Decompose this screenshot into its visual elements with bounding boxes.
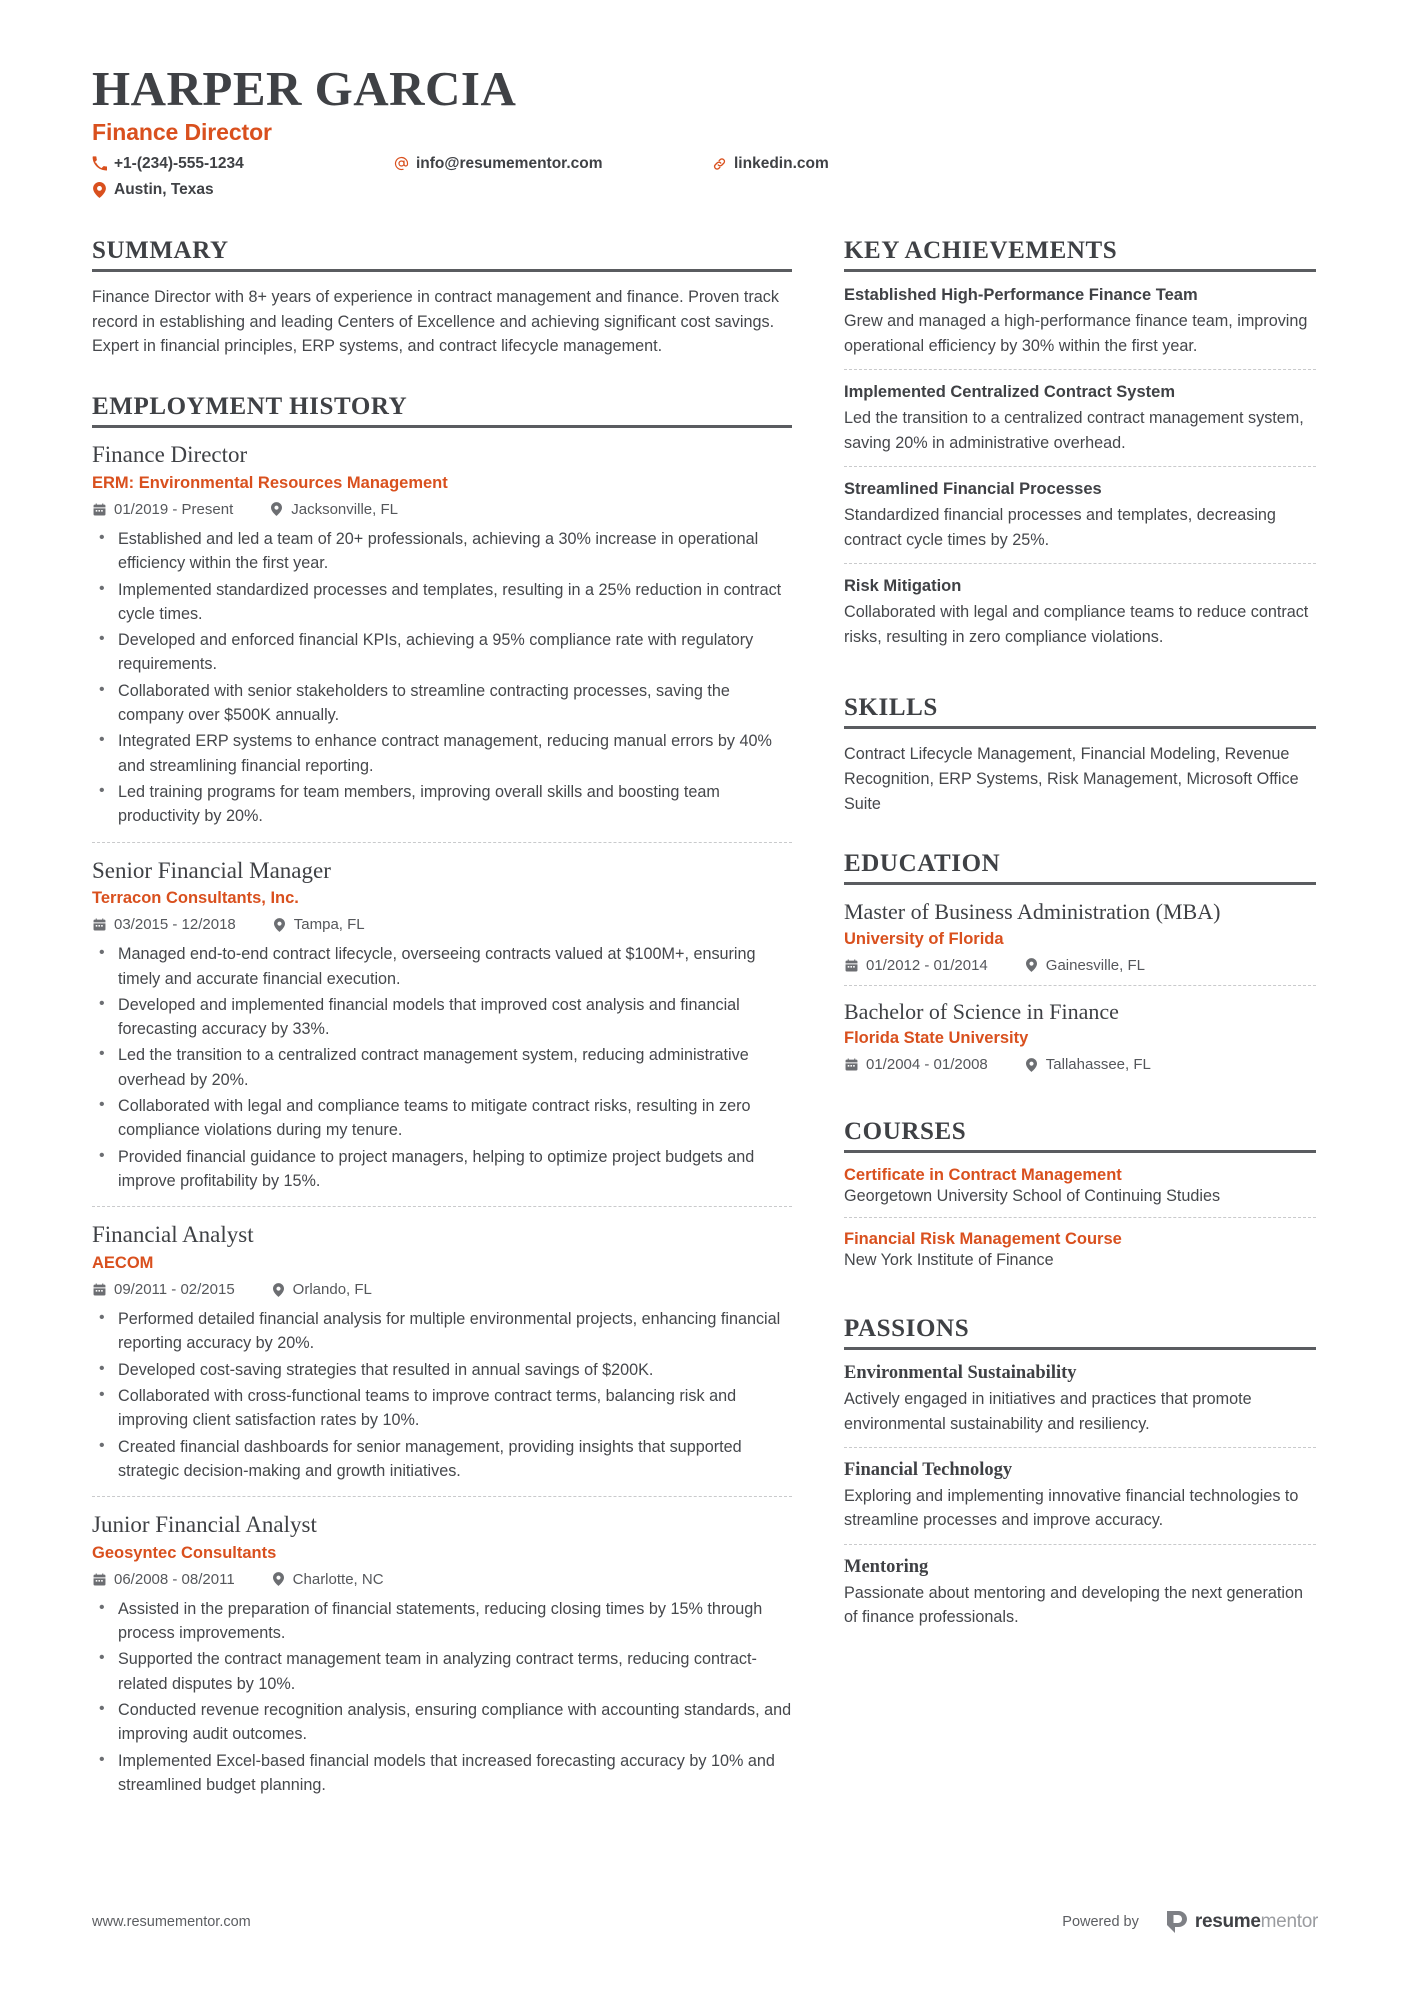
employment-rule <box>92 425 792 428</box>
job-bullet: • Collaborated with cross-functional teams to improve contract terms, balancing risk and improving client satisfaction rates by 10%. <box>92 1384 792 1433</box>
achievements-rule <box>844 269 1316 272</box>
job-bullet: • Implemented Excel-based financial models that increased forecasting accuracy by 10% and streamlined budget planning. <box>92 1749 792 1798</box>
contact-email-text: info@resumementor.com <box>416 154 603 172</box>
education-location <box>1024 1056 1151 1073</box>
course-title: Certificate in Contract Management <box>844 1166 1122 1185</box>
job-company: AECOM <box>92 1254 154 1273</box>
achievement-item <box>844 563 1316 660</box>
education-item <box>844 898 1316 985</box>
job-bullet: • Collaborated with senior stakeholders to streamline contracting processes, saving the company over $500K annually. <box>92 679 792 728</box>
job-meta <box>92 916 792 933</box>
achievement-title: Established High-Performance Finance Team <box>844 285 1198 304</box>
calendar-icon <box>92 502 107 517</box>
job-company: Terracon Consultants, Inc. <box>92 889 299 908</box>
job-bullets <box>92 1597 792 1797</box>
course-title: Financial Risk Management Course <box>844 1230 1122 1249</box>
job-bullets <box>92 942 792 1193</box>
job-bullet: • Implemented standardized processes and templates, resulting in a 25% reduction in contract cycle times. <box>92 578 792 627</box>
passion-title: Environmental Sustainability <box>844 1363 1077 1384</box>
map-pin-icon <box>272 917 287 932</box>
achievement-body: Grew and managed a high-performance finance team, improving operational efficiency by 30% within the first year. <box>844 312 1308 355</box>
contact-linkedin[interactable] <box>712 155 829 173</box>
job-dates <box>92 501 233 518</box>
job-location <box>271 1571 384 1588</box>
link-icon <box>712 156 727 171</box>
contact-phone-text: +1-(234)-555-1234 <box>114 154 244 172</box>
education-location-text: Gainesville, FL <box>1045 956 1145 974</box>
education-meta <box>844 1056 1316 1073</box>
logo-text-light: mentor <box>1260 1911 1318 1932</box>
achievement-body: Led the transition to a centralized contract management system, saving 20% in administrative overhead. <box>844 409 1304 452</box>
job-dates <box>92 916 236 933</box>
map-pin-icon <box>271 1282 286 1297</box>
course-item <box>844 1217 1316 1281</box>
job-dates-text: 03/2015 - 12/2018 <box>114 916 236 934</box>
job-bullet: • Led training programs for team members, improving overall skills and boosting team productivity by 20%. <box>92 780 792 829</box>
passion-body: Exploring and implementing innovative financial technologies to streamline processes and improve accuracy. <box>844 1486 1299 1530</box>
courses-rule <box>844 1150 1316 1153</box>
phone-icon <box>92 156 107 171</box>
education-dates <box>844 1056 988 1073</box>
resume-header <box>92 62 1318 209</box>
employment-entry <box>92 1496 792 1810</box>
job-meta <box>92 501 792 518</box>
education-dates-text: 01/2012 - 01/2014 <box>866 956 988 974</box>
skills-heading: SKILLS <box>844 694 938 722</box>
map-pin-icon <box>1024 958 1039 973</box>
passion-body: Actively engaged in initiatives and practices that promote environmental sustainability and resiliency. <box>844 1390 1252 1433</box>
job-bullet: • Managed end-to-end contract lifecycle, overseeing contracts valued at $100M+, ensuring timely and accurate financial execution. <box>92 942 792 991</box>
job-company: Geosyntec Consultants <box>92 1543 277 1562</box>
job-role: Junior Financial Analyst <box>92 1512 317 1538</box>
course-school: New York Institute of Finance <box>844 1251 1054 1270</box>
job-role: Finance Director <box>92 442 248 468</box>
job-role: Financial Analyst <box>92 1222 254 1248</box>
job-bullet: • Performed detailed financial analysis for multiple environmental projects, enhancing financial reporting accuracy by 20%. <box>92 1307 792 1356</box>
passion-title: Mentoring <box>844 1556 929 1577</box>
job-dates <box>92 1281 235 1298</box>
passions-rule <box>844 1347 1316 1350</box>
course-school: Georgetown University School of Continuing Studies <box>844 1187 1221 1206</box>
resumementor-logo-mark <box>1167 1911 1187 1933</box>
passions-heading: PASSIONS <box>844 1315 970 1343</box>
job-bullets <box>92 1307 792 1483</box>
employment-entry <box>92 1206 792 1496</box>
job-dates-text: 06/2008 - 08/2011 <box>114 1570 235 1588</box>
job-bullet: • Developed and enforced financial KPIs, achieving a 95% compliance rate with regulatory requirements. <box>92 628 792 677</box>
course-item <box>844 1166 1316 1217</box>
achievement-title: Streamlined Financial Processes <box>844 479 1102 498</box>
calendar-icon <box>844 1057 859 1072</box>
education-heading: EDUCATION <box>844 850 1001 878</box>
education-location-text: Tallahassee, FL <box>1045 1056 1151 1074</box>
achievement-body: Collaborated with legal and compliance teams to reduce contract risks, resulting in zero compliance violations. <box>844 603 1309 646</box>
calendar-icon <box>844 958 859 973</box>
achievement-title: Implemented Centralized Contract System <box>844 382 1175 401</box>
calendar-icon <box>92 1572 107 1587</box>
contact-linkedin-text: linkedin.com <box>734 154 829 172</box>
employment-entry <box>92 441 792 841</box>
education-item <box>844 985 1316 1085</box>
employment-heading: EMPLOYMENT HISTORY <box>92 393 408 421</box>
achievements-heading: KEY ACHIEVEMENTS <box>844 236 1118 264</box>
passion-item <box>844 1363 1316 1447</box>
calendar-icon <box>92 917 107 932</box>
job-location <box>271 1281 372 1298</box>
job-bullet: • Developed cost-saving strategies that resulted in annual savings of $200K. <box>92 1358 792 1382</box>
section-passions <box>844 1315 1316 1640</box>
education-degree: Bachelor of Science in Finance <box>844 998 1119 1024</box>
job-bullet: • Developed and implemented financial models that improved cost analysis and financial forecasting accuracy by 33%. <box>92 993 792 1042</box>
education-dates <box>844 957 988 974</box>
job-bullet: • Conducted revenue recognition analysis, ensuring compliance with accounting standards, and improving audit outcomes. <box>92 1698 792 1747</box>
job-meta <box>92 1571 792 1588</box>
job-dates-text: 09/2011 - 02/2015 <box>114 1281 235 1299</box>
section-skills <box>844 694 1316 816</box>
candidate-name: HARPER GARCIA <box>92 61 517 116</box>
job-role: Senior Financial Manager <box>92 857 331 883</box>
summary-rule <box>92 269 792 272</box>
achievement-item <box>844 285 1316 369</box>
logo-text-bold: resume <box>1194 1911 1261 1932</box>
job-bullet: • Collaborated with legal and compliance teams to mitigate contract risks, resulting in zero compliance violations during my tenure. <box>92 1094 792 1143</box>
map-pin-icon <box>92 182 107 197</box>
job-bullet: • Provided financial guidance to project managers, helping to optimize project budgets and improve profitability by 15%. <box>92 1145 792 1194</box>
skills-text: Contract Lifecycle Management, Financial Modeling, Revenue Recognition, ERP Systems, Risk Management, Microsoft Office Suite <box>844 745 1299 813</box>
education-meta <box>844 957 1316 974</box>
map-pin-icon <box>271 1572 286 1587</box>
contact-phone[interactable] <box>92 155 244 173</box>
summary-heading: SUMMARY <box>92 236 229 264</box>
skills-rule <box>844 726 1316 729</box>
achievement-title: Risk Mitigation <box>844 576 962 595</box>
passion-body: Passionate about mentoring and developing the next generation of finance professionals. <box>844 1583 1303 1626</box>
resume-body <box>92 237 1318 1816</box>
employment-entry <box>92 842 792 1207</box>
job-bullet: • Assisted in the preparation of financial statements, reducing closing times by 15% through process improvements. <box>92 1597 792 1646</box>
courses-heading: COURSES <box>844 1118 967 1146</box>
contact-location <box>92 181 214 199</box>
section-achievements <box>844 237 1316 660</box>
passion-item <box>844 1544 1316 1641</box>
resumementor-logo-text <box>1195 1911 1318 1933</box>
right-column <box>844 237 1316 1646</box>
education-location <box>1024 957 1145 974</box>
education-school: Florida State University <box>844 1029 1029 1048</box>
footer-branding <box>1062 1911 1318 1933</box>
job-dates <box>92 1571 235 1588</box>
job-location <box>272 916 365 933</box>
education-dates-text: 01/2004 - 01/2008 <box>866 1056 988 1074</box>
job-bullet: • Created financial dashboards for senior management, providing insights that supported strategic decision-making and growth initiatives. <box>92 1435 792 1484</box>
education-degree: Master of Business Administration (MBA) <box>844 899 1221 925</box>
section-employment <box>92 393 792 1810</box>
contact-location-text: Austin, Texas <box>114 180 214 198</box>
passion-item <box>844 1447 1316 1544</box>
footer-website[interactable]: www.resumementor.com <box>92 1914 251 1930</box>
section-summary <box>92 237 792 359</box>
job-dates-text: 01/2019 - Present <box>114 500 234 518</box>
job-meta <box>92 1281 792 1298</box>
education-rule <box>844 882 1316 885</box>
section-courses <box>844 1118 1316 1281</box>
job-location-text: Orlando, FL <box>292 1281 372 1299</box>
powered-by-label: Powered by <box>1062 1914 1139 1930</box>
job-bullet: • Led the transition to a centralized contract management system, reducing administrative overhead by 20%. <box>92 1043 792 1092</box>
section-education <box>844 850 1316 1084</box>
contact-email[interactable] <box>394 155 603 173</box>
job-bullet: • Supported the contract management team in analyzing contract terms, reducing contract-related disputes by 10%. <box>92 1647 792 1696</box>
map-pin-icon <box>1024 1057 1039 1072</box>
resumementor-logo <box>1167 1911 1318 1933</box>
achievement-body: Standardized financial processes and templates, decreasing contract cycle times by 25%. <box>844 506 1276 549</box>
job-company: ERM: Environmental Resources Management <box>92 473 448 492</box>
page-footer <box>92 1911 1318 1933</box>
job-bullet: • Integrated ERP systems to enhance contract management, reducing manual errors by 40% and streamlining financial reporting. <box>92 729 792 778</box>
map-pin-icon <box>269 502 284 517</box>
job-location <box>269 501 398 518</box>
at-sign-icon <box>394 156 409 171</box>
achievement-item <box>844 369 1316 466</box>
passion-title: Financial Technology <box>844 1459 1013 1480</box>
achievement-item <box>844 466 1316 563</box>
left-column <box>92 237 792 1816</box>
contact-details <box>92 155 1318 209</box>
job-location-text: Tampa, FL <box>293 916 365 934</box>
calendar-icon <box>92 1282 107 1297</box>
job-location-text: Jacksonville, FL <box>291 500 398 518</box>
job-bullet: • Established and led a team of 20+ professionals, achieving a 30% increase in operational efficiency within the first year. <box>92 527 792 576</box>
summary-text: Finance Director with 8+ years of experience in contract management and finance. Proven track record in establishing and leading Centers of Excellence and achieving significant cost savings. Expert in financial principles, ERP systems, and contract lifecycle management. <box>92 287 779 356</box>
job-location-text: Charlotte, NC <box>292 1570 384 1588</box>
job-bullets <box>92 527 792 829</box>
candidate-job-title: Finance Director <box>92 118 272 145</box>
education-school: University of Florida <box>844 929 1004 948</box>
